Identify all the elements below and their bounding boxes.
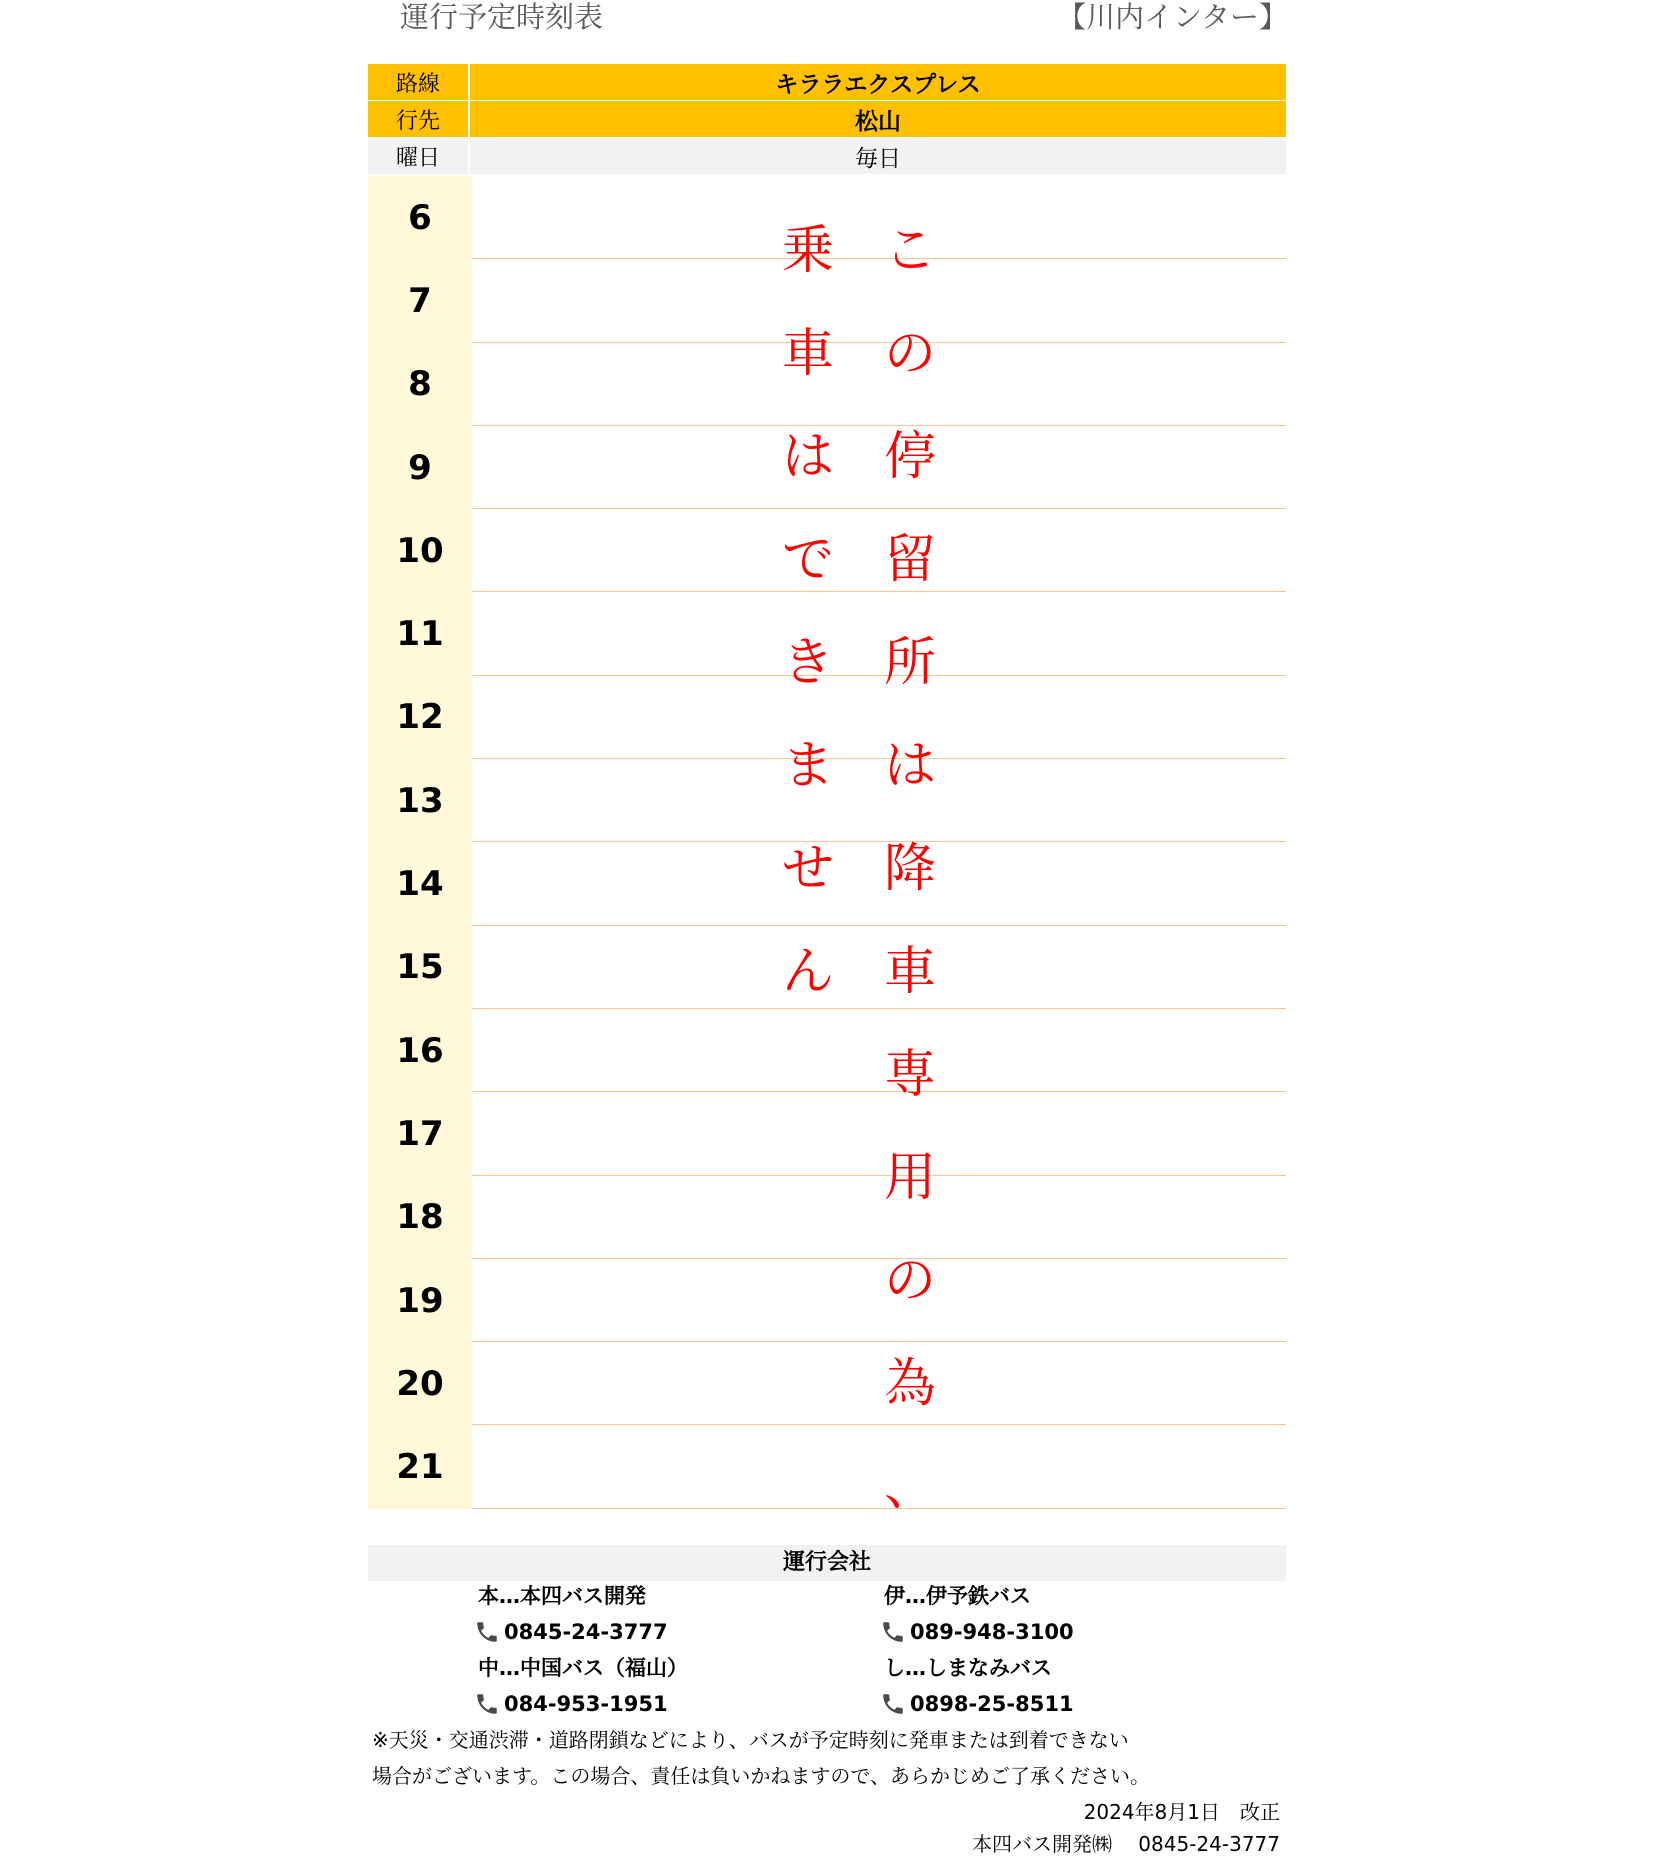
hour-label: 15 <box>368 926 472 1009</box>
notice-char: こ <box>883 221 936 281</box>
notice-column-2 <box>778 200 838 1024</box>
phone-iyotetsu <box>880 1614 1074 1650</box>
phone-icon <box>880 1619 906 1645</box>
notice-char: の <box>883 324 936 384</box>
destination-value: 松山 <box>855 108 901 135</box>
disclaimer-line-2: 場合がございます。この場合、責任は負いかねますので、あらかじめご了承ください。 <box>372 1764 1150 1788</box>
company-chugoku: 中…中国バス（福山） <box>478 1656 688 1680</box>
minute-cell <box>472 426 1286 509</box>
hour-label: 11 <box>368 592 472 675</box>
hour-row <box>368 1342 1286 1425</box>
hour-label: 9 <box>368 426 472 509</box>
phone-number: 084-953-1951 <box>504 1692 668 1716</box>
notice-char: せ <box>781 839 834 899</box>
notice-char: 、 <box>883 1457 936 1517</box>
route-value: キララエクスプレス <box>775 71 981 98</box>
hour-row <box>368 1425 1286 1508</box>
minute-cell <box>472 592 1286 675</box>
page-title: 運行予定時刻表 <box>400 0 604 34</box>
hour-label: 13 <box>368 759 472 842</box>
notice-char: で <box>781 530 834 590</box>
minute-cell <box>472 1009 1286 1092</box>
minute-cell <box>472 1259 1286 1342</box>
notice-char: き <box>781 633 834 693</box>
minute-cell <box>472 676 1286 759</box>
minute-cell <box>472 1092 1286 1175</box>
notice-char: ま <box>781 736 834 796</box>
disclaimer-line-1: ※天災・交通渋滞・道路閉鎖などにより、バスが予定時刻に発車または到着できない <box>372 1728 1129 1752</box>
notice-char: 用 <box>883 1148 936 1208</box>
hour-label: 17 <box>368 1092 472 1175</box>
day-label: 曜日 <box>368 138 470 174</box>
minute-cell <box>472 1176 1286 1259</box>
company-iyotetsu: 伊…伊予鉄バス <box>884 1584 1031 1608</box>
notice-char: の <box>883 1251 936 1311</box>
minute-cell <box>472 1342 1286 1425</box>
hour-label: 14 <box>368 842 472 925</box>
phone-honshi <box>474 1614 668 1650</box>
phone-icon <box>880 1691 906 1717</box>
notice-column-1 <box>880 200 940 1539</box>
route-label: 路線 <box>368 64 470 100</box>
minute-cell <box>472 759 1286 842</box>
operator-heading: 運行会社 <box>368 1545 1286 1581</box>
contact-info: 本四バス開発㈱ 0845-24-3777 <box>971 1832 1280 1856</box>
hour-label: 6 <box>368 176 472 259</box>
notice-char: 所 <box>883 633 936 693</box>
destination-label: 行先 <box>368 101 470 137</box>
hour-label: 18 <box>368 1176 472 1259</box>
phone-number: 0898-25-8511 <box>910 1692 1074 1716</box>
phone-number: 0845-24-3777 <box>504 1620 668 1644</box>
route-row <box>368 64 1286 100</box>
notice-char: は <box>883 736 936 796</box>
minute-cell <box>472 1425 1286 1508</box>
notice-char: 車 <box>781 324 834 384</box>
notice-char: 為 <box>883 1354 936 1414</box>
stop-name: 【川内インター】 <box>1057 0 1288 34</box>
minute-cell <box>472 259 1286 342</box>
notice-char: は <box>781 427 834 487</box>
notice-char: 停 <box>883 427 936 487</box>
hour-label: 12 <box>368 676 472 759</box>
minute-cell <box>472 176 1286 259</box>
minute-cell <box>472 842 1286 925</box>
notice-char: 留 <box>883 530 936 590</box>
phone-icon <box>474 1691 500 1717</box>
hour-label: 16 <box>368 1009 472 1092</box>
destination-row <box>368 101 1286 137</box>
hour-row <box>368 1176 1286 1259</box>
company-shimanami: し…しまなみバス <box>884 1656 1052 1680</box>
day-row <box>368 138 1286 174</box>
hour-label: 8 <box>368 343 472 426</box>
hour-label: 10 <box>368 509 472 592</box>
minute-cell <box>472 509 1286 592</box>
notice-char: 専 <box>883 1045 936 1105</box>
phone-shimanami <box>880 1686 1074 1722</box>
notice-char: ん <box>781 942 834 1002</box>
phone-number: 089-948-3100 <box>910 1620 1074 1644</box>
notice-char: 車 <box>883 942 936 1002</box>
minute-cell <box>472 926 1286 1009</box>
timetable-header <box>368 64 1286 174</box>
phone-chugoku <box>474 1686 668 1722</box>
notice-char: 降 <box>883 839 936 899</box>
revision-date: 2024年8月1日 改正 <box>1083 1800 1280 1824</box>
hour-row <box>368 1259 1286 1342</box>
minute-cell <box>472 343 1286 426</box>
hour-label: 7 <box>368 259 472 342</box>
day-value: 毎日 <box>855 145 901 172</box>
phone-icon <box>474 1619 500 1645</box>
hour-row <box>368 1092 1286 1175</box>
company-honshi: 本…本四バス開発 <box>478 1584 646 1608</box>
notice-char: 乗 <box>781 221 834 281</box>
hour-label: 19 <box>368 1259 472 1342</box>
hour-label: 21 <box>368 1425 472 1508</box>
hour-label: 20 <box>368 1342 472 1425</box>
